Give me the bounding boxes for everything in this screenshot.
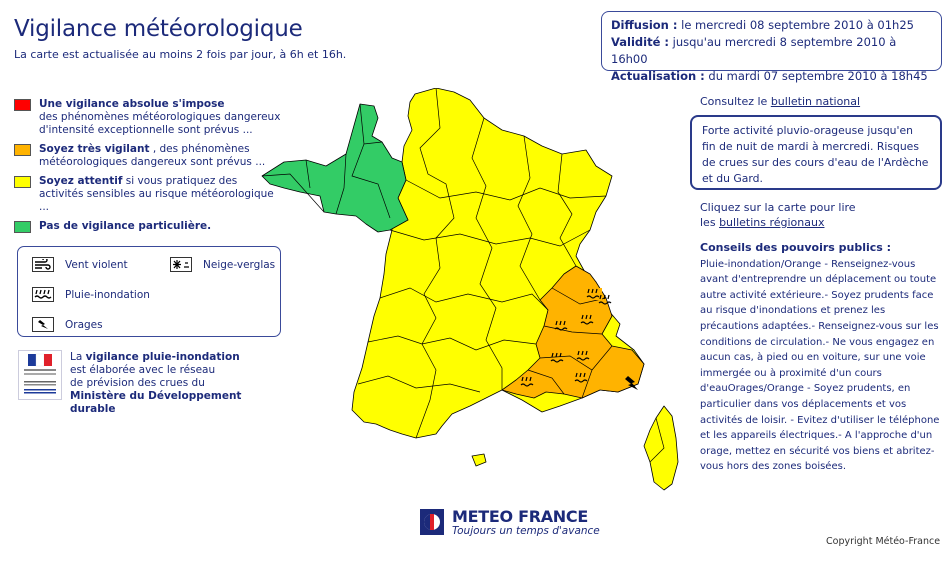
copyright-notice: Copyright Météo-France <box>826 536 941 547</box>
bulletin-info-box <box>601 11 942 83</box>
brand-tagline: Toujours un temps d'avance <box>452 524 600 537</box>
phenomenon-pluie: Pluie-inondation <box>32 287 150 302</box>
legend-item-yellow: Soyez attentif si vous pratiquez des activités sensibles au risque météorologique ... <box>14 175 284 214</box>
map-zone-green[interactable] <box>262 104 408 232</box>
red-swatch <box>14 99 31 111</box>
france-vigilance-map[interactable] <box>240 88 690 493</box>
conseils-section <box>700 240 945 475</box>
map-corsica[interactable] <box>644 406 678 490</box>
pluie-inondation-note: La vigilance pluie-inondation est élaborée avec le réseau de prévision des crues du Ministère du Développement durable <box>18 350 288 410</box>
ministere-link[interactable]: Ministère du Développement durable <box>70 390 242 415</box>
green-swatch <box>14 221 31 233</box>
actualisation-line: Actualisation : du mardi 07 septembre 2010 à 18h45 <box>611 69 928 83</box>
bulletins-regionaux-link[interactable]: bulletins régionaux <box>719 216 825 229</box>
consult-line: Consultez le bulletin national <box>700 95 861 108</box>
regional-bulletins: Cliquez sur la carte pour lire les bulletins régionaux <box>700 201 856 229</box>
conseils-text: Pluie-inondation/Orange - Renseignez-vous avant d'entreprendre un déplacement ou toute autre activité extérieure.- Soyez prudents face au risque d'inondations et prenez les précautions adaptées.- Renseignez-vous sur les conditions de circulation.- Ne vous engagez en aucun cas, à pied ou en voiture, sur une voie immergée ou à proximité d'un cours d'eauOrages/Orange - Soyez prudents, en particulier dans vos déplacements et vos activités de loisir. - Evitez d'utiliser le téléphone et les appareils électriques.- A l'approche d'un orage, mettez en sécurité vos biens et abritez-vous hors des zones boisées. <box>700 258 940 473</box>
yellow-swatch <box>14 176 31 188</box>
phenomenon-orages: Orages <box>32 317 103 332</box>
orange-swatch <box>14 144 31 156</box>
rain-flood-icon <box>32 287 54 302</box>
diffusion-line: Diffusion : le mercredi 08 septembre 2010 à 01h25 <box>611 18 914 32</box>
legend-item-green: Pas de vigilance particulière. <box>14 220 284 233</box>
legend-item-orange: Soyez très vigilant , des phénomènes météorologiques dangereux sont prévus ... <box>14 143 284 169</box>
snowflake-icon <box>170 257 192 272</box>
validite-line: Validité : jusqu'au mercredi 8 septembre 2010 à 16h00 <box>611 35 897 66</box>
meteo-france-logo[interactable] <box>420 504 610 540</box>
wind-icon <box>32 257 54 272</box>
republique-francaise-logo <box>18 350 62 400</box>
phenomenon-neige: Neige-verglas <box>170 257 275 272</box>
bulletin-national-link[interactable]: bulletin national <box>770 95 861 108</box>
page-title: Vigilance météorologique <box>14 16 303 42</box>
map-island <box>472 454 486 466</box>
forecast-summary: Forte activité pluvio-orageuse jusqu'en fin de nuit de mardi à mercredi. Risques de crues sur des cours d'eau de l'Ardèche et du Gard. <box>690 115 942 190</box>
brand-name: METEO FRANCE <box>452 506 588 526</box>
phenomenon-vent: Vent violent <box>32 257 128 272</box>
legend-item-red: Une vigilance absolue s'impose des phénomènes météorologiques dangereux d'intensité exceptionnelle sont prévus ... <box>14 98 284 137</box>
lightning-icon <box>32 317 54 332</box>
page-subtitle: La carte est actualisée au moins 2 fois par jour, à 6h et 16h. <box>14 48 347 61</box>
meteo-france-badge-icon <box>420 509 444 535</box>
conseils-title: Conseils des pouvoirs publics : <box>700 241 892 254</box>
